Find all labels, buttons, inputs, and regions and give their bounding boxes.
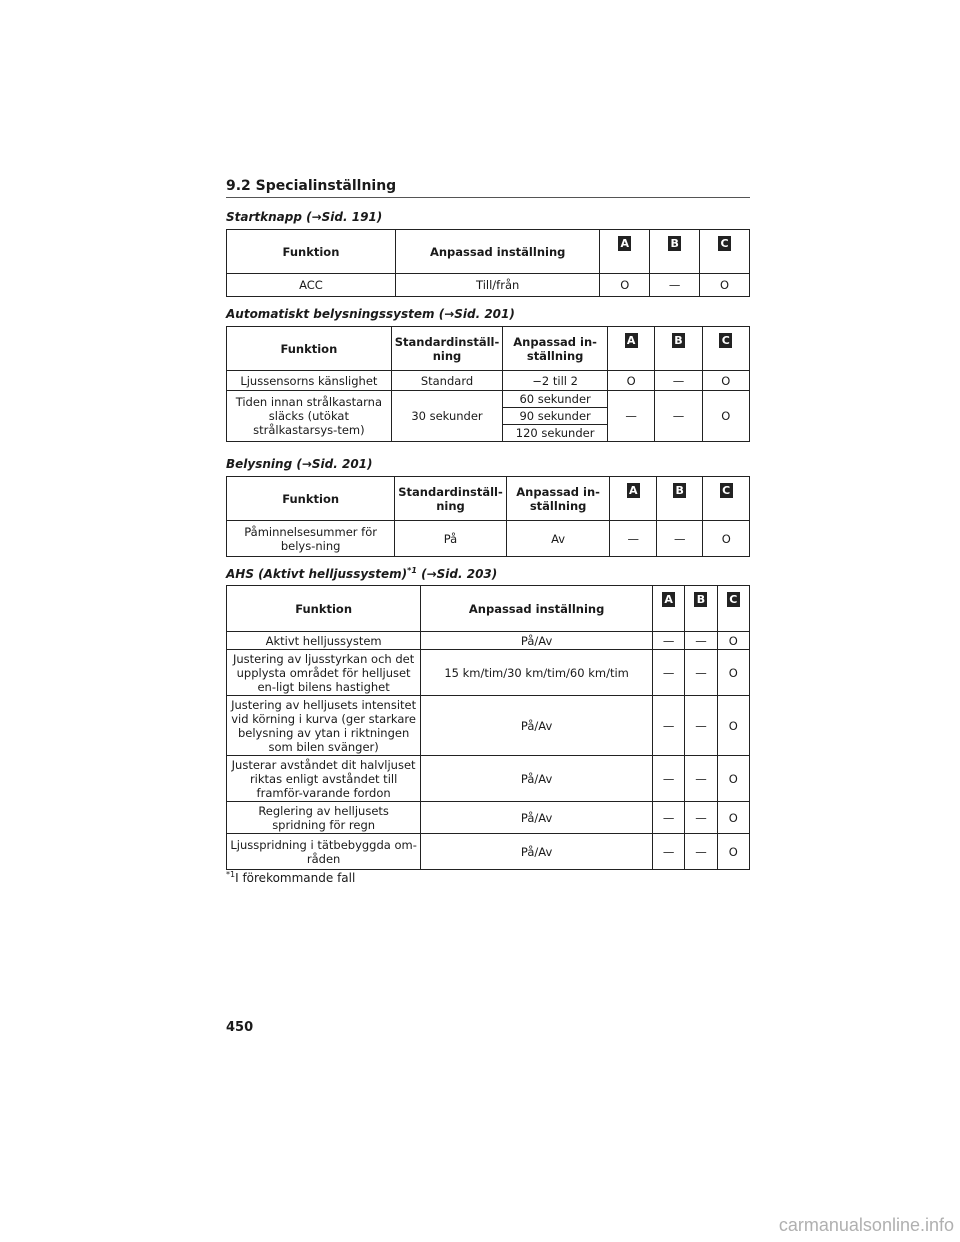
belysning-heading: Belysning (→Sid. 201) [226, 457, 373, 471]
section-title: 9.2 Specialinställning [226, 178, 750, 198]
header-funktion: Funktion [227, 586, 421, 632]
startknapp-table [226, 229, 750, 297]
startknapp-heading: Startknapp (→Sid. 191) [226, 210, 383, 224]
ahs-heading: AHS (Aktivt helljussystem)$^{*1}$ (→Sid. 203) [226, 566, 498, 581]
table-row: Reglering av helljusets spridning för regn På/Av — — O [227, 802, 750, 834]
header-anpassad: Anpassad in-ställning [503, 327, 608, 371]
header-a: A [652, 586, 684, 632]
header-c: C [717, 586, 749, 632]
belysningssystem-heading: Automatiskt belysningssystem (→Sid. 201) [226, 307, 515, 321]
table-row: Justerar avståndet dit halvljuset riktas enligt avståndet till framför-varande fordon På/Av — — O [227, 756, 750, 802]
ahs-table [226, 585, 750, 870]
header-funktion: Funktion [227, 230, 396, 274]
header-funktion: Funktion [227, 477, 395, 521]
header-c: C [703, 477, 750, 521]
table-row: Ljussensorns känslighet Standard −2 till 2 O — O [227, 371, 750, 391]
footnote: $^{*1}$I förekommande fall [226, 870, 356, 885]
header-a: A [610, 477, 657, 521]
belysningssystem-table: Funktion Standardinställ-ning Anpassad in-ställning A B C Ljussensorns känslighet Standard −2 till 2 O — O Tiden innan strålkastarna släcks (utökat strålkastarsys-tem) 30 sekunder 60 sekunder — — O 90 sekunder 120 sekunder [226, 326, 750, 442]
belysning-table [226, 476, 750, 557]
header-anpassad: Anpassad inställning [395, 230, 599, 274]
header-a: A [607, 327, 654, 371]
table-row: Aktivt helljussystem På/Av — — O [227, 632, 750, 650]
header-a: A [600, 230, 650, 274]
table-row: Tiden innan strålkastarna släcks (utökat strålkastarsys-tem) 30 sekunder 60 sekunder — — O [227, 391, 750, 408]
header-standard: Standardinställ-ning [391, 327, 503, 371]
table-row: Justering av helljusets intensitet vid körning i kurva (ger starkare belysning av ytan i riktningen som bilen svänger) På/Av — — O [227, 696, 750, 756]
header-anpassad: Anpassad in-ställning [506, 477, 610, 521]
header-c: C [702, 327, 749, 371]
header-b: B [655, 327, 702, 371]
header-c: C [700, 230, 750, 274]
watermark: carmanualsonline.info [778, 1215, 954, 1235]
page-number: 450 [226, 1020, 254, 1035]
header-b: B [656, 477, 703, 521]
header-standard: Standardinställ-ning [395, 477, 507, 521]
table-row: Justering av ljusstyrkan och det upplysta området för helljuset en-ligt bilens hastighet 15 km/tim/30 km/tim/60 km/tim — — O [227, 650, 750, 696]
table-row: Påminnelsesummer för belys-ning På Av — — O [227, 521, 750, 557]
header-b: B [685, 586, 717, 632]
header-b: B [650, 230, 700, 274]
table-row: Ljusspridning i tätbebyggda om-råden På/Av — — O [227, 834, 750, 870]
table-row: ACC Till/från O — O [227, 274, 750, 297]
header-funktion: Funktion [227, 327, 392, 371]
header-anpassad: Anpassad inställning [421, 586, 653, 632]
